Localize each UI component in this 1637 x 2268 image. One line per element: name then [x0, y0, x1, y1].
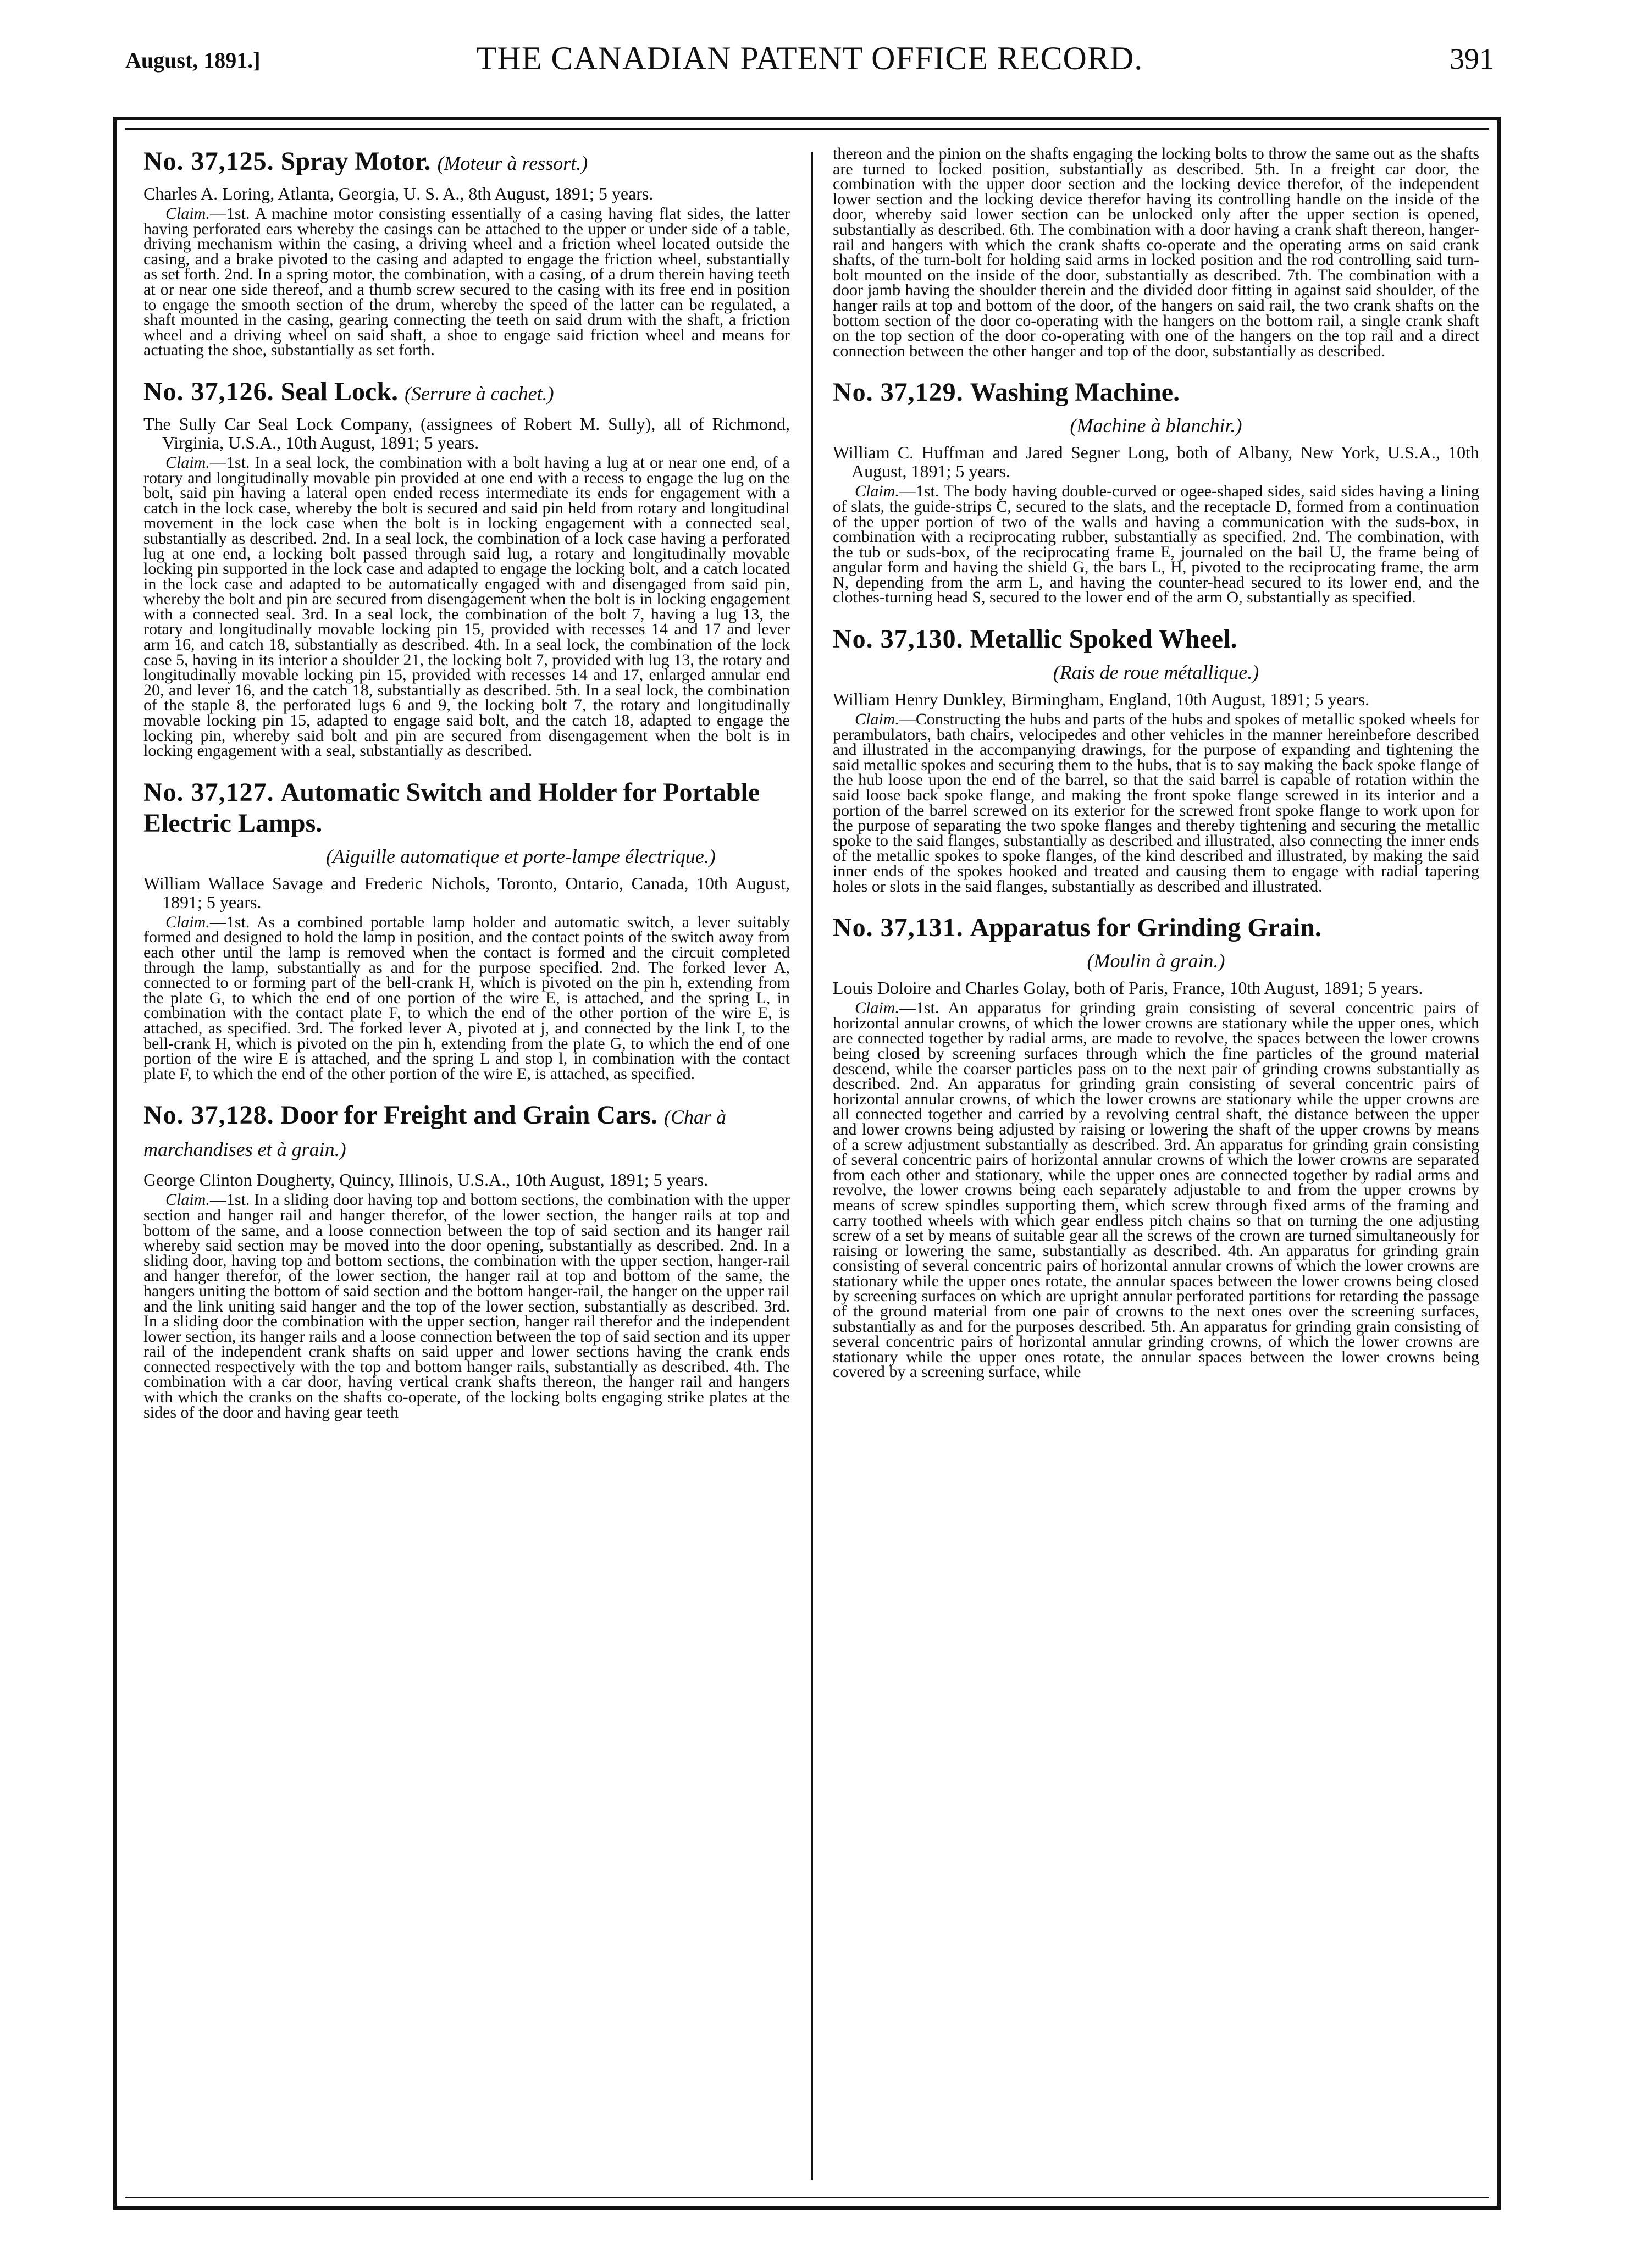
claim-body: —1st. As a combined portable lamp holder and automatic switch, a lever suitably formed and designed to hold the lamp in position, and the contact points of the switch away from each other until the lamp is removed when the contact is formed and the circuit completed through the lamp, substantially as and for the purpose specified. 2nd. The forked lever A, connected to or forming part of the bell-crank H, which is pivoted on the pin h, extending from the plate G, to which the end of one portion of the wire E, is attached, and the spring L, in combination with the contact plate F, to which the end of the other portion of the wire E, is attached, as specified. 3rd. The forked lever A, pivoted at j, and connected by the link I, to the bell-crank H, which is pivoted on the pin h, extending from the plate G, to which the end of one portion of the wire E is attached, and the spring L and stop l, in combination with the contact plate F, to which the end of the other portion of the wire E, is attached, as specified.: [143, 912, 790, 1083]
publication-title: THE CANADIAN PATENT OFFICE RECORD.: [476, 40, 1143, 76]
patent-number: No. 37,130.: [833, 624, 964, 654]
grantee-line: George Clinton Dougherty, Quincy, Illinois, U.S.A., 10th August, 1891; 5 years.: [143, 1170, 709, 1190]
patent-entry: [143, 777, 790, 1082]
patent-name: Door for Freight and Grain Cars.: [280, 1100, 657, 1130]
entry-heading: [143, 777, 790, 839]
french-title: (Rais de roue métallique.): [1053, 661, 1259, 684]
grantee-line: William C. Huffman and Jared Segner Long, both of Albany, New York, U.S.A., 10th August, 1891; 5 years.: [833, 442, 1479, 482]
page-frame: [113, 117, 1501, 2210]
claim-text: [143, 206, 790, 358]
entry-heading: [833, 377, 1479, 408]
patent-entry: [143, 146, 790, 358]
claim-body: —1st. A machine motor consisting essentially of a casing having flat sides, the latter having perforated ears whereby the casings can be attached to the upper or under side of a table, driving mechanism within the casing, a driving wheel and a friction wheel located outside the casing, and a brake pivoted to the casing and adapted to engage the friction wheel, substantially as set forth. 2nd. In a spring motor, the combination, with a casing, of a drum therein having teeth at or near one side thereof, and a thumb screw secured to the casing with its free end in position to engage the smooth section of the drum, whereby the speed of the latter can be regulated, a shaft mounted in the casing, gearing connecting the teeth on said drum with the shaft, a friction wheel and a driving wheel on said shaft, a shoe to engage said friction wheel and means for actuating the shoe, substantially as set forth.: [143, 204, 790, 359]
patent-entry: [833, 624, 1479, 894]
claim-text: [143, 1192, 790, 1420]
inner-frame: [125, 128, 1489, 2198]
claim-label: Claim.: [165, 912, 210, 931]
french-title: (Moulin à grain.): [1087, 950, 1225, 972]
grantee-line: William Henry Dunkley, Birmingham, England, 10th August, 1891; 5 years.: [833, 689, 1370, 710]
french-title: (Serrure à cachet.): [405, 382, 554, 405]
claim-body: —1st. The body having double-curved or ogee-shaped sides, said sides having a lining of slats, the guide-strips C, secured to the slats, and the receptacle D, formed from a continuation of the upper portion of two of the walls and having a communication with the suds-box, in combination with a reciprocating rubber, substantially as specified. 2nd. The combination, with the tub or suds-box, of the reciprocating frame E, journaled on the bail U, the frame being of angular form and having the shield G, the bars L, H, pivoted to the reciprocating frame, the arm N, depending from the arm L, and having the counter-head secured to its lower end, and the clothes-turning head S, secured to the lower end of the arm O, substantially as specified.: [833, 482, 1479, 607]
claim-text: [833, 484, 1479, 605]
entry-heading: [833, 912, 1479, 943]
claim-label: Claim.: [855, 999, 899, 1017]
patent-number: No. 37,129.: [833, 378, 964, 407]
patent-number: No. 37,127.: [143, 777, 274, 807]
grantee-line: William Wallace Savage and Frederic Nichols, Toronto, Ontario, Canada, 10th August, 1891; 5 years.: [143, 873, 790, 912]
patent-entry: [143, 377, 790, 759]
claim-body: —1st. In a sliding door having top and bottom sections, the combination with the upper section and hanger rail and hanger therefor, of the lower section, the hanger rails at top and bottom of the same, and a loose connection between the top of said section and its hanger rail whereby said section may be moved into the door opening, substantially as described. 2nd. In a sliding door, having top and bottom sections, the combination with the upper section, hanger-rail and hanger therefor, of the lower section, the hanger rail at top and bottom of the same, the hangers uniting the bottom of said section and the bottom hanger-rail, the hanger on the upper rail and the link uniting said hanger and the top of the lower section, substantially as described. 3rd. In a sliding door the combination with the upper section, hanger rail therefor and the independent lower section, its hanger rails and a loose connection between the top of said section and its upper rail of the independent crank shafts on said upper and lower sections having the crank ends connected respectively with the top and bottom hanger rails, substantially as described. 4th. The combination with a car door, having vertical crank shafts thereon, the hanger rail and hangers with which the cranks on the shafts co-operate, of the locking bolts engaging strike plates at the sides of the door and having gear teeth: [143, 1191, 790, 1421]
patent-name: Washing Machine.: [970, 378, 1180, 407]
patent-name: Seal Lock.: [280, 377, 399, 406]
claim-label: Claim.: [165, 453, 210, 472]
entry-heading: [143, 146, 790, 179]
claim-text: [833, 1000, 1479, 1380]
right-column: [833, 146, 1479, 1380]
claim-text: [833, 712, 1479, 894]
patent-name: Spray Motor.: [280, 147, 431, 176]
french-title: (Aiguille automatique et porte-lampe électrique.): [326, 845, 716, 867]
left-column: [143, 146, 790, 1420]
claim-body: —1st. In a seal lock, the combination with a bolt having a lug at or near one end, of a rotary and longitudinally movable pin provided at one end with a recess to engage the lug on the bolt, said pin having a lateral open ended recess intermediate its ends for engagement with a catch in the lock case, whereby the bolt is secured and said pin held from rotary and longitudinal movement in the lock case when the bolt is in locking engagement with a connected seal, substantially as described. 2nd. In a seal lock, the combination of a lock case having a perforated lug at one end, a locking bolt passed through said lug, a rotary and longitudinally movable locking pin supported in the lock case and adapted to engage the locking bolt, and a catch located in the lock case and adapted to be automatically engaged with and disengaged from said pin, whereby the bolt and pin are secured from disengagement when the bolt is in locking engagement with a connected seal. 3rd. In a seal lock, the combination of the bolt 7, having a lug 13, the rotary and longitudinally movable locking pin 15, provided with recesses 14 and 17 and lever arm 16, and catch 18, substantially as described. 4th. In a seal lock, the combination of the lock case 5, having in its interior a shoulder 21, the locking bolt 7, provided with lug 13, the rotary and longitudinally movable locking pin 15, provided with recesses 14 and 17, enlarged annular end 20, and lever 16, and the catch 18, substantially as described. 5th. In a seal lock, the combination of the staple 8, the perforated lugs 6 and 9, the locking bolt 7, the rotary and longitudinally movable locking pin 15, adapted to engage said bolt, and the catch 18, adapted to engage the locking pin, whereby said bolt and pin are secured from disengagement when the bolt is in locking engagement with a seal, substantially as described.: [143, 453, 790, 760]
patent-number: No. 37,131.: [833, 913, 964, 943]
entry-heading: [833, 624, 1479, 655]
patent-number: No. 37,126.: [143, 377, 274, 406]
column-divider: [811, 152, 813, 2180]
patent-name: Metallic Spoked Wheel.: [970, 624, 1237, 654]
entry-heading: [143, 377, 790, 409]
grantee-line: Louis Doloire and Charles Golay, both of Paris, France, 10th August, 1891; 5 years.: [833, 978, 1423, 998]
claim-label: Claim.: [165, 204, 210, 223]
claim-body: —Constructing the hubs and parts of the hubs and spokes of metallic spoked wheels for perambulators, bath chairs, velocipedes and other vehicles in the manner hereinbefore described and illustrated in the accompanying drawings, for the purpose of expanding and tightening the said metallic spokes and securing them to the hubs, that is to say making the back spoke flange of the hub loose upon the end of the barrel, so that the said barrel is capable of rotation within the said loose back spoke flange, and making the front spoke flange screwed in its interior and a portion of the barrel screwed on its exterior for the screwed front spoke flange to work upon for the purpose of separating the two spoke flanges and thereby tightening and securing the metallic spoke to the said flanges, substantially as described and illustrated, also connecting the inner ends of the metallic spokes to spoke flanges, of the kind described and illustrated, by making the said inner ends of the spokes hooked and treated and causing them to engage with radial tapering holes or slots in the said flanges, substantially as described and illustrated.: [833, 710, 1479, 895]
french-title: (Char à marchandises et à grain.): [143, 1106, 726, 1161]
patent-entry: [833, 912, 1479, 1380]
claim-text: [143, 455, 790, 759]
patent-name: Automatic Switch and Holder for Portable Electric Lamps.: [143, 777, 760, 838]
entry-heading: [143, 1100, 790, 1165]
french-title: (Machine à blanchir.): [1070, 414, 1242, 437]
claim-label: Claim.: [165, 1191, 210, 1209]
claim-text: [143, 912, 790, 1083]
patent-entry: [833, 377, 1479, 605]
claim-body: —1st. An apparatus for grinding grain consisting of several concentric pairs of horizontal annular crowns, of which the lower crowns are stationary while the upper ones, which are connected together by radial arms, are made to revolve, the spaces between the lower crowns being closed by screening surfaces through which the fine particles of the ground material descend, while the coarser particles pass on to the next pair of grinding crowns substantially as described. 2nd. An apparatus for grinding grain consisting of several concentric pairs of horizontal annular crowns, of which the lower crowns are stationary while the upper crowns are all connected together and carried by a revolving central shaft, the distance between the upper and lower crowns being adjusted by raising or lowering the shaft of the upper crowns by means of a screw adjustment substantially as described. 3rd. An apparatus for grinding grain consisting of several concentric pairs of horizontal annular crowns of which the lower crowns are separated from each other and stationary, while the upper ones are connected together by radial arms and revolve, the lower crowns being each separately adjustable to and from the upper crowns by means of screw spindles supporting them, which screw through fixed arms of the framing and carry toothed wheels with which gear endless pitch chains so that on turning the one adjusting screw of a set by means of suitable gear all the screws of the crown are turned simultaneously for raising or lowering the same, substantially as described. 4th. An apparatus for grinding grain consisting of several concentric pairs of horizontal annular crowns of which the lower crowns are stationary while the upper ones rotate, the annular spaces between the lower crowns being closed by screening surfaces on which are upright annular perforated partitions for retarding the passage of the ground material from one pair of crowns to the next ones over the screening surfaces, substantially as and for the purposes described. 5th. An apparatus for grinding grain consisting of several concentric pairs of horizontal annular grinding crowns, of which the lower crowns are stationary while the upper ones rotate, the annular spaces between the lower crowns being covered by a screening surface, while: [833, 999, 1479, 1381]
patent-number: No. 37,125.: [143, 147, 274, 176]
continued-claim-text: thereon and the pinion on the shafts engaging the locking bolts to throw the same out as the shafts are turned to locked position, substantially as described. 5th. In a freight car door, the combination with the upper door section and the locking device therefor, of the independent lower section and the locking device therefor having its controlling handle on the inside of the door, whereby said lower section can be unlocked only after the upper section is opened, substantially as described. 6th. The combination with a door having a crank shaft thereon, hanger-rail and hangers with which the crank shafts co-operate and the operating arms on said crank shafts, of the turn-bolt for holding said arms in locked position and the rod controlling said turn-bolt mounted on the inside of the door, substantially as described. 7th. The combination with a door jamb having the shoulder therein and the divided door fitting in against said shoulder, of the hanger rails at top and bottom of the door, of the hangers on said rail, the two crank shafts on the bottom section of the door co-operating with the hangers on the bottom rail, a single crank shaft on the top section of the door co-operating with one of the hangers on the top rail and a direct connection between the other hanger and top of the door, substantially as described.: [833, 145, 1480, 360]
grantee-line: The Sully Car Seal Lock Company, (assignees of Robert M. Sully), all of Richmond, Virginia, U.S.A., 10th August, 1891; 5 years.: [143, 413, 790, 452]
page-number: 391: [1450, 42, 1494, 75]
patent-number: No. 37,128.: [143, 1100, 274, 1130]
claim-label: Claim.: [855, 710, 899, 729]
patent-entry: [143, 1100, 790, 1420]
french-title: (Moteur à ressort.): [437, 152, 588, 174]
claim-label: Claim.: [855, 482, 899, 501]
page-header: [125, 40, 1494, 84]
issue-date: August, 1891.]: [125, 48, 261, 73]
patent-name: Apparatus for Grinding Grain.: [970, 913, 1321, 943]
grantee-line: Charles A. Loring, Atlanta, Georgia, U. S. A., 8th August, 1891; 5 years.: [143, 184, 654, 203]
